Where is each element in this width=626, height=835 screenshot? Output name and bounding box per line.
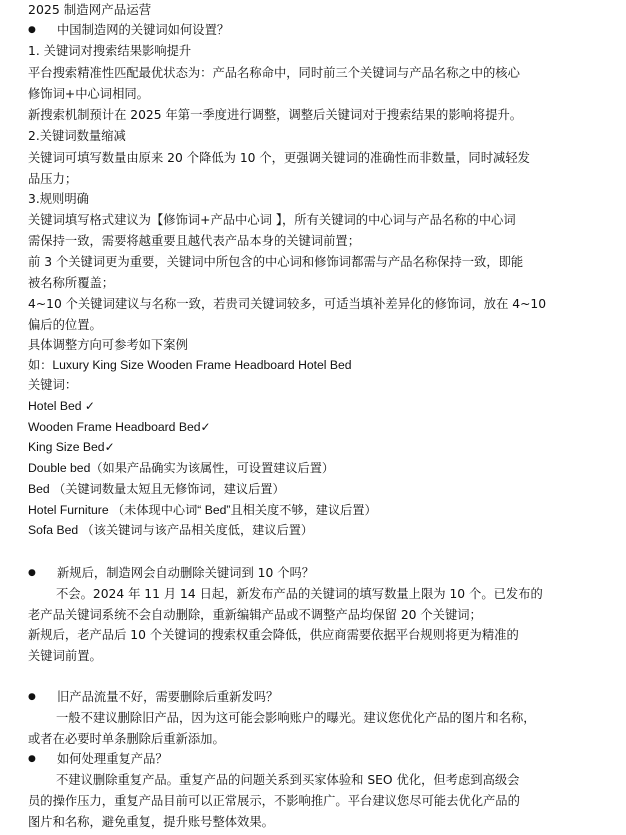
- section4-line2: 员的操作压力，重复产品目前可以正常展示，不影响推广。平台建议您尽可能去优化产品的: [28, 794, 520, 808]
- section1-question: 中国制造网的关键词如何设置？: [57, 23, 230, 37]
- keyword-text: Hotel Bed: [28, 399, 85, 413]
- keyword-text: Sofa Bed （该关键词与该产品相关度低，建议后置）: [28, 523, 314, 537]
- checkmark-icon: ✓: [104, 440, 115, 454]
- keyword-text: Hotel Furniture （未体现中心词“ Bed”且相关度不够，建议后置）: [28, 503, 377, 517]
- checkmark-icon: ✓: [200, 420, 211, 434]
- bullet-icon: ●: [28, 25, 36, 35]
- section3-line2: 或者在必要时单条删除后重新添加。: [28, 732, 225, 746]
- p3-line6: 偏后的位置。: [28, 318, 102, 332]
- keyword-text: Wooden Frame Headboard Bed: [28, 420, 201, 434]
- p3-line2: 需保持一致，需要将越重要且越代表产品本身的关键词前置；: [28, 234, 361, 248]
- section2-line1: 不会。2024 年 11 月 14 日起，新发布产品的关键词的填写数量上限为 10 个。已发布的: [56, 587, 543, 601]
- keyword-item: [28, 419, 211, 435]
- keyword-text: Bed （关键词数量太短且无修饰词，建议后置）: [28, 482, 285, 496]
- checkmark-icon: ✓: [84, 399, 95, 413]
- p1-heading: 1. 关键词对搜索结果影响提升: [28, 44, 192, 58]
- example-name: 如：Luxury King Size Wooden Frame Headboard Hotel Bed: [28, 358, 352, 372]
- section2-line2: 老产品关键词系统不会自动删除，重新编辑产品或不调整产品均保留 20 个关键词；: [28, 608, 482, 622]
- p1-line3: 新搜索机制预计在 2025 年第一季度进行调整，调整后关键词对于搜索结果的影响将提升。: [28, 108, 523, 122]
- bullet-icon: ●: [28, 692, 36, 702]
- section4-line3: 图片和名称，避免重复，提升账号整体效果。: [28, 815, 274, 829]
- section2-question: 新规后，制造网会自动删除关键词到 10 个吗？: [57, 566, 315, 580]
- keyword-item: [28, 460, 334, 476]
- p2-line2: 品压力；: [28, 172, 78, 186]
- p3-line4: 被名称所覆盖；: [28, 276, 115, 290]
- section4-line1: 不建议删除重复产品。重复产品的问题关系到买家体验和 SEO 优化，但考虑到高级会: [56, 773, 520, 787]
- p3-heading: 3.规则明确: [28, 192, 89, 206]
- keyword-item: [28, 481, 285, 497]
- section4-question: 如何处理重复产品？: [57, 752, 168, 766]
- keywords-label: 关键词：: [28, 378, 78, 392]
- doc-title: 2025 制造网产品运营: [28, 2, 152, 17]
- p3-line1: 关键词填写格式建议为【修饰词+产品中心词 】，所有关键词的中心词与产品名称的中心词: [28, 213, 516, 227]
- p2-heading: 2.关键词数量缩减: [28, 129, 126, 143]
- bullet-icon: ●: [28, 568, 36, 578]
- section2-line4: 关键词前置。: [28, 649, 102, 663]
- keyword-item: [28, 502, 377, 518]
- keyword-item: [28, 439, 115, 455]
- p2-line1: 关键词可填写数量由原来 20 个降低为 10 个，更强调关键词的准确性而非数量，同时减轻发: [28, 151, 530, 165]
- section2-line3: 新规后，老产品后 10 个关键词的搜索权重会降低，供应商需要依据平台规则将更为精准的: [28, 628, 519, 642]
- keyword-item: [28, 522, 313, 538]
- bullet-icon: ●: [28, 754, 36, 764]
- p1-line1: 平台搜索精准性匹配最优状态为：产品名称命中，同时前三个关键词与产品名称之中的核心: [28, 66, 520, 80]
- keyword-text: King Size Bed: [28, 440, 105, 454]
- p3-line5: 4~10 个关键词建议与名称一致，若贵司关键词较多，可适当填补差异化的修饰词，放在 4~10: [28, 297, 547, 311]
- p3-line3: 前 3 个关键词更为重要，关键词中所包含的中心词和修饰词都需与产品名称保持一致，即能: [28, 255, 524, 269]
- example-intro: 具体调整方向可参考如下案例: [28, 338, 188, 352]
- section3-question: 旧产品流量不好，需要删除后重新发吗？: [57, 690, 279, 704]
- section3-line1: 一般不建议删除旧产品，因为这可能会影响账户的曝光。建议您优化产品的图片和名称，: [56, 711, 536, 725]
- keyword-text: Double bed（如果产品确实为该属性，可设置建议后置）: [28, 461, 335, 475]
- keyword-item: [28, 398, 95, 414]
- p1-line2: 修饰词+中心词相同。: [28, 87, 149, 101]
